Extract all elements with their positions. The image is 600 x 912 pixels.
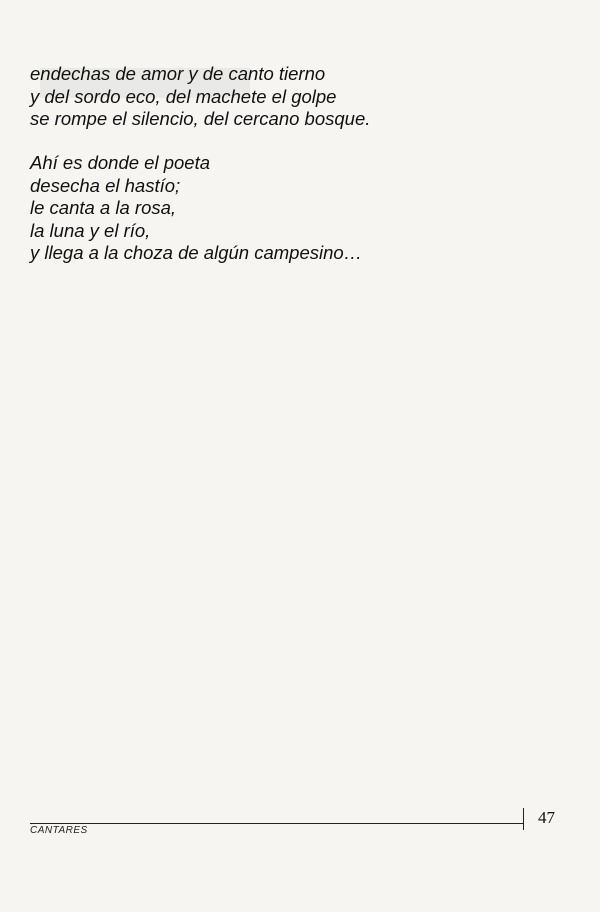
poem-stanza-2 bbox=[30, 152, 362, 265]
poem-stanza-1 bbox=[30, 63, 370, 131]
poem-line: le canta a la rosa, bbox=[30, 197, 177, 218]
footer-rule bbox=[30, 823, 524, 824]
page-number: 47 bbox=[538, 808, 555, 827]
poem-line: la luna y el río, bbox=[30, 219, 151, 241]
poem-line: y llega a la choza de algún campesino… bbox=[30, 242, 363, 263]
footer-divider-tick bbox=[523, 808, 524, 830]
poem-line: Ahí es donde el poeta bbox=[30, 152, 211, 173]
poem-line: endechas de amor y de canto tierno bbox=[30, 63, 326, 84]
poem-line: y del sordo eco, del machete el golpe bbox=[30, 85, 337, 107]
running-head: CANTARES bbox=[30, 825, 88, 836]
poem-line: se rompe el silencio, del cercano bosque. bbox=[30, 108, 371, 129]
poem-line: desecha el hastío; bbox=[30, 174, 181, 196]
